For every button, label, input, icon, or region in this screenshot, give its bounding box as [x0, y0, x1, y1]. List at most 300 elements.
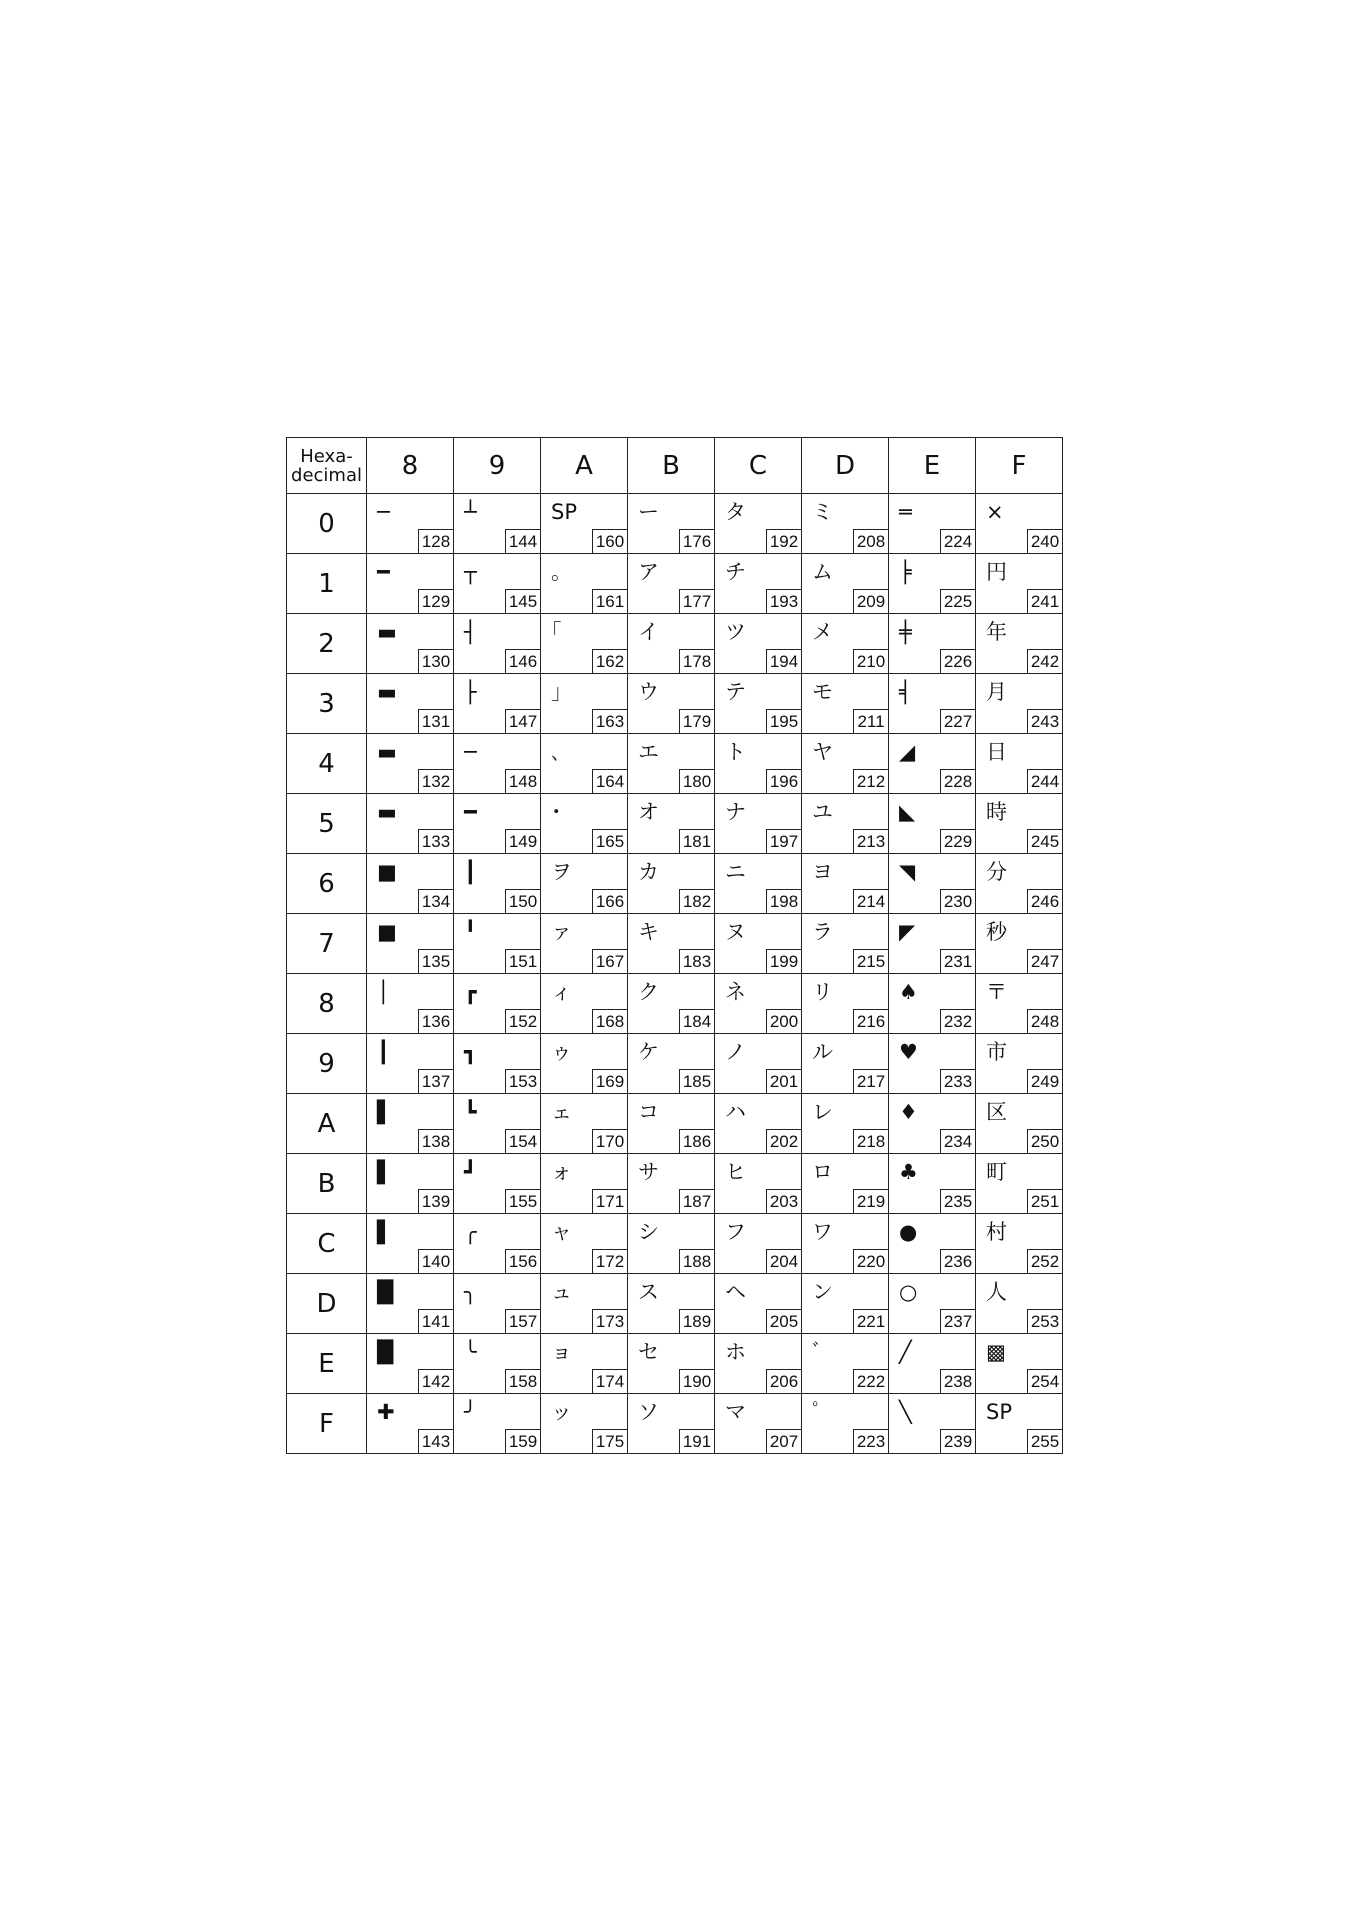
decimal-code: 232 — [940, 1009, 975, 1033]
decimal-code: 246 — [1027, 889, 1062, 913]
character-glyph: ┓ — [464, 1040, 477, 1064]
decimal-code: 201 — [766, 1069, 801, 1093]
decimal-code: 255 — [1027, 1429, 1062, 1453]
character-glyph: ョ — [551, 1340, 572, 1364]
decimal-code: 233 — [940, 1069, 975, 1093]
character-glyph: ェ — [551, 1100, 572, 1124]
character-cell — [454, 1214, 541, 1274]
decimal-code: 189 — [679, 1309, 714, 1333]
character-glyph: 人 — [986, 1280, 1007, 1304]
decimal-code: 222 — [853, 1369, 888, 1393]
character-glyph: ○ — [899, 1280, 918, 1304]
column-header: E — [889, 438, 976, 494]
decimal-code: 187 — [679, 1189, 714, 1213]
decimal-code: 211 — [853, 709, 888, 733]
table-row — [287, 854, 1063, 914]
character-glyph: ッ — [551, 1400, 572, 1424]
decimal-code: 245 — [1027, 829, 1062, 853]
character-glyph: ▬ — [377, 620, 397, 644]
character-cell — [889, 974, 976, 1034]
character-glyph: ゥ — [551, 1040, 572, 1064]
character-cell — [454, 554, 541, 614]
character-cell — [976, 1154, 1063, 1214]
character-glyph: ┏ — [464, 980, 477, 1004]
character-glyph: ┃ — [464, 860, 477, 884]
character-cell — [454, 734, 541, 794]
character-glyph: ╯ — [464, 1400, 477, 1424]
decimal-code: 225 — [940, 589, 975, 613]
character-glyph: ▌ — [377, 1160, 394, 1184]
row-header: D — [287, 1274, 367, 1334]
character-glyph: ト — [725, 740, 746, 764]
character-glyph: ニ — [725, 860, 746, 884]
decimal-code: 158 — [505, 1369, 540, 1393]
character-glyph: ┛ — [464, 1160, 477, 1184]
character-cell — [541, 734, 628, 794]
character-glyph: ヒ — [725, 1160, 746, 1184]
character-glyph: █ — [377, 1340, 394, 1364]
decimal-code: 155 — [505, 1189, 540, 1213]
character-glyph: █ — [377, 1280, 394, 1304]
character-cell — [454, 794, 541, 854]
character-cell — [802, 974, 889, 1034]
decimal-code: 181 — [679, 829, 714, 853]
character-cell — [976, 554, 1063, 614]
character-glyph: ╱ — [899, 1340, 912, 1364]
character-cell — [454, 854, 541, 914]
character-glyph: 時 — [986, 800, 1007, 824]
decimal-code: 206 — [766, 1369, 801, 1393]
character-glyph: ノ — [725, 1040, 746, 1064]
character-glyph: ╡ — [899, 680, 912, 704]
character-cell — [715, 494, 802, 554]
character-cell — [976, 854, 1063, 914]
column-header: F — [976, 438, 1063, 494]
character-cell — [889, 1034, 976, 1094]
character-glyph: ミ — [812, 500, 833, 524]
character-cell — [541, 1274, 628, 1334]
decimal-code: 237 — [940, 1309, 975, 1333]
table-row — [287, 1274, 1063, 1334]
character-glyph: ╰ — [464, 1340, 477, 1364]
decimal-code: 241 — [1027, 589, 1062, 613]
row-header: C — [287, 1214, 367, 1274]
table-row — [287, 734, 1063, 794]
decimal-code: 194 — [766, 649, 801, 673]
decimal-code: 229 — [940, 829, 975, 853]
decimal-code: 250 — [1027, 1129, 1062, 1153]
character-cell — [628, 614, 715, 674]
character-cell — [367, 674, 454, 734]
row-header: E — [287, 1334, 367, 1394]
column-header: C — [715, 438, 802, 494]
decimal-code: 173 — [592, 1309, 627, 1333]
table-row — [287, 614, 1063, 674]
character-glyph: ╞ — [899, 560, 912, 584]
decimal-code: 149 — [505, 829, 540, 853]
decimal-code: 176 — [679, 529, 714, 553]
character-glyph: ケ — [638, 1040, 659, 1064]
character-cell — [628, 1034, 715, 1094]
decimal-code: 209 — [853, 589, 888, 613]
character-cell — [715, 974, 802, 1034]
character-glyph: ロ — [812, 1160, 833, 1184]
character-cell — [976, 794, 1063, 854]
character-cell — [976, 1094, 1063, 1154]
character-cell — [367, 794, 454, 854]
character-glyph: ─ — [377, 500, 390, 524]
character-glyph: ナ — [725, 800, 746, 824]
character-cell — [628, 794, 715, 854]
character-glyph: SP — [986, 1400, 1012, 1424]
character-cell — [889, 494, 976, 554]
decimal-code: 160 — [592, 529, 627, 553]
character-cell — [715, 1094, 802, 1154]
decimal-code: 227 — [940, 709, 975, 733]
character-cell — [802, 734, 889, 794]
character-glyph: ╭ — [464, 1220, 477, 1244]
decimal-code: 223 — [853, 1429, 888, 1453]
decimal-code: 145 — [505, 589, 540, 613]
character-glyph: リ — [812, 980, 833, 1004]
decimal-code: 218 — [853, 1129, 888, 1153]
character-glyph: シ — [638, 1220, 659, 1244]
character-glyph: ャ — [551, 1220, 572, 1244]
character-cell — [715, 1214, 802, 1274]
row-header: 3 — [287, 674, 367, 734]
character-glyph: マ — [725, 1400, 746, 1424]
character-cell — [802, 674, 889, 734]
decimal-code: 136 — [418, 1009, 453, 1033]
decimal-code: 131 — [418, 709, 453, 733]
decimal-code: 230 — [940, 889, 975, 913]
decimal-code: 200 — [766, 1009, 801, 1033]
decimal-code: 191 — [679, 1429, 714, 1453]
decimal-code: 132 — [418, 769, 453, 793]
character-glyph: 日 — [986, 740, 1007, 764]
character-glyph: 分 — [986, 860, 1007, 884]
character-glyph: ュ — [551, 1280, 572, 1304]
character-cell — [541, 614, 628, 674]
row-header: 1 — [287, 554, 367, 614]
character-cell — [715, 1334, 802, 1394]
decimal-code: 163 — [592, 709, 627, 733]
character-cell — [802, 854, 889, 914]
row-header: 2 — [287, 614, 367, 674]
character-glyph: ヌ — [725, 920, 746, 944]
character-glyph: 区 — [986, 1100, 1007, 1124]
column-header: 8 — [367, 438, 454, 494]
character-cell — [541, 1394, 628, 1454]
character-glyph: チ — [725, 560, 746, 584]
decimal-code: 140 — [418, 1249, 453, 1273]
character-cell — [541, 494, 628, 554]
character-glyph: ● — [899, 1220, 918, 1244]
character-cell — [889, 854, 976, 914]
character-cell — [802, 1094, 889, 1154]
character-code-table — [286, 437, 1063, 1454]
table-row — [287, 974, 1063, 1034]
decimal-code: 185 — [679, 1069, 714, 1093]
decimal-code: 179 — [679, 709, 714, 733]
character-glyph: ─ — [464, 740, 477, 764]
decimal-code: 192 — [766, 529, 801, 553]
character-glyph: ヲ — [551, 860, 572, 884]
character-glyph: ◢ — [899, 740, 916, 764]
character-glyph: ホ — [725, 1340, 746, 1364]
decimal-code: 253 — [1027, 1309, 1062, 1333]
character-cell — [367, 734, 454, 794]
decimal-code: 159 — [505, 1429, 540, 1453]
character-cell — [367, 1334, 454, 1394]
decimal-code: 224 — [940, 529, 975, 553]
character-glyph: ォ — [551, 1160, 572, 1184]
character-glyph: ┤ — [464, 620, 477, 644]
character-cell — [715, 614, 802, 674]
character-cell — [628, 914, 715, 974]
character-glyph: ヨ — [812, 860, 833, 884]
character-cell — [715, 794, 802, 854]
character-cell — [802, 554, 889, 614]
decimal-code: 153 — [505, 1069, 540, 1093]
character-glyph: ├ — [464, 680, 477, 704]
decimal-code: 137 — [418, 1069, 453, 1093]
character-glyph: キ — [638, 920, 659, 944]
character-glyph: ハ — [725, 1100, 746, 1124]
decimal-code: 196 — [766, 769, 801, 793]
decimal-code: 207 — [766, 1429, 801, 1453]
decimal-code: 226 — [940, 649, 975, 673]
character-cell — [715, 1274, 802, 1334]
character-glyph: ┴ — [464, 500, 477, 524]
character-glyph: エ — [638, 740, 659, 764]
table-row — [287, 674, 1063, 734]
row-header: 8 — [287, 974, 367, 1034]
character-glyph: ✚ — [377, 1400, 395, 1424]
row-header: A — [287, 1094, 367, 1154]
character-cell — [628, 674, 715, 734]
character-cell — [628, 1334, 715, 1394]
character-glyph: ワ — [812, 1220, 833, 1244]
character-glyph: メ — [812, 620, 833, 644]
decimal-code: 198 — [766, 889, 801, 913]
character-glyph: ァ — [551, 920, 572, 944]
table-row — [287, 1094, 1063, 1154]
character-cell — [628, 1094, 715, 1154]
decimal-code: 162 — [592, 649, 627, 673]
character-cell — [889, 1334, 976, 1394]
character-cell — [715, 674, 802, 734]
character-glyph: 〒 — [986, 980, 1007, 1004]
character-glyph: ┃ — [377, 1040, 390, 1064]
decimal-code: 175 — [592, 1429, 627, 1453]
character-glyph: 村 — [986, 1220, 1007, 1244]
character-glyph: 月 — [986, 680, 1007, 704]
character-cell — [367, 854, 454, 914]
decimal-code: 238 — [940, 1369, 975, 1393]
character-cell — [367, 1034, 454, 1094]
character-glyph: ■ — [377, 860, 397, 884]
character-glyph: ╹ — [464, 920, 477, 944]
decimal-code: 208 — [853, 529, 888, 553]
character-cell — [541, 1034, 628, 1094]
character-glyph: ヤ — [812, 740, 833, 764]
character-glyph: ━ — [377, 560, 390, 584]
character-glyph: ィ — [551, 980, 572, 1004]
decimal-code: 154 — [505, 1129, 540, 1153]
character-cell — [715, 1154, 802, 1214]
corner-line1: Hexa- — [300, 445, 353, 467]
character-glyph: 町 — [986, 1160, 1007, 1184]
character-glyph: ン — [812, 1280, 833, 1304]
character-cell — [976, 974, 1063, 1034]
decimal-code: 168 — [592, 1009, 627, 1033]
character-glyph: ア — [638, 560, 659, 584]
character-cell — [802, 1034, 889, 1094]
character-cell — [802, 1274, 889, 1334]
decimal-code: 252 — [1027, 1249, 1062, 1273]
character-cell — [367, 1214, 454, 1274]
character-glyph: ｣ — [551, 680, 562, 704]
character-glyph: ･ — [551, 800, 562, 824]
character-cell — [367, 494, 454, 554]
table-body — [287, 494, 1063, 1454]
decimal-code: 157 — [505, 1309, 540, 1333]
character-cell — [454, 1094, 541, 1154]
character-glyph: モ — [812, 680, 833, 704]
row-header: 6 — [287, 854, 367, 914]
character-glyph: ╮ — [464, 1280, 477, 1304]
decimal-code: 164 — [592, 769, 627, 793]
table-row — [287, 794, 1063, 854]
character-cell — [628, 1274, 715, 1334]
decimal-code: 242 — [1027, 649, 1062, 673]
decimal-code: 248 — [1027, 1009, 1062, 1033]
decimal-code: 216 — [853, 1009, 888, 1033]
character-glyph: ▬ — [377, 800, 397, 824]
character-cell — [976, 734, 1063, 794]
character-glyph: ♥ — [899, 1040, 918, 1064]
character-cell — [454, 614, 541, 674]
decimal-code: 135 — [418, 949, 453, 973]
character-cell — [802, 794, 889, 854]
character-cell — [367, 1394, 454, 1454]
character-cell — [802, 494, 889, 554]
character-cell — [454, 1334, 541, 1394]
decimal-code: 161 — [592, 589, 627, 613]
character-cell — [976, 674, 1063, 734]
decimal-code: 215 — [853, 949, 888, 973]
character-glyph: 市 — [986, 1040, 1007, 1064]
character-glyph: ▌ — [377, 1100, 394, 1124]
character-glyph: カ — [638, 860, 659, 884]
character-cell — [976, 494, 1063, 554]
decimal-code: 236 — [940, 1249, 975, 1273]
character-cell — [889, 1274, 976, 1334]
character-cell — [541, 674, 628, 734]
character-glyph: 年 — [986, 620, 1007, 644]
character-cell — [541, 554, 628, 614]
decimal-code: 243 — [1027, 709, 1062, 733]
corner-line2: decimal — [291, 464, 362, 486]
character-cell — [889, 1214, 976, 1274]
character-cell — [628, 974, 715, 1034]
decimal-code: 150 — [505, 889, 540, 913]
character-glyph: ス — [638, 1280, 659, 1304]
decimal-code: 146 — [505, 649, 540, 673]
character-cell — [541, 1094, 628, 1154]
character-glyph: タ — [725, 500, 746, 524]
character-cell — [454, 914, 541, 974]
character-cell — [541, 794, 628, 854]
decimal-code: 166 — [592, 889, 627, 913]
character-glyph: ﾞ — [812, 1340, 823, 1364]
row-header: B — [287, 1154, 367, 1214]
decimal-code: 184 — [679, 1009, 714, 1033]
character-glyph: テ — [725, 680, 746, 704]
decimal-code: 183 — [679, 949, 714, 973]
table-row — [287, 1214, 1063, 1274]
character-glyph: サ — [638, 1160, 659, 1184]
character-cell — [541, 1214, 628, 1274]
decimal-code: 213 — [853, 829, 888, 853]
character-glyph: ソ — [638, 1400, 659, 1424]
character-cell — [802, 914, 889, 974]
decimal-code: 130 — [418, 649, 453, 673]
character-glyph: ､ — [551, 740, 562, 764]
character-cell — [454, 1394, 541, 1454]
decimal-code: 240 — [1027, 529, 1062, 553]
character-glyph: ◣ — [899, 800, 916, 824]
character-glyph: フ — [725, 1220, 746, 1244]
column-header: 9 — [454, 438, 541, 494]
character-cell — [541, 854, 628, 914]
decimal-code: 210 — [853, 649, 888, 673]
character-cell — [889, 734, 976, 794]
character-cell — [454, 1034, 541, 1094]
character-cell — [454, 674, 541, 734]
decimal-code: 239 — [940, 1429, 975, 1453]
row-header: F — [287, 1394, 367, 1454]
character-cell — [367, 1274, 454, 1334]
decimal-code: 129 — [418, 589, 453, 613]
decimal-code: 202 — [766, 1129, 801, 1153]
character-glyph: ネ — [725, 980, 746, 1004]
character-cell — [454, 1154, 541, 1214]
decimal-code: 178 — [679, 649, 714, 673]
character-glyph: ｡ — [551, 560, 562, 584]
decimal-code: 156 — [505, 1249, 540, 1273]
decimal-code: 235 — [940, 1189, 975, 1213]
decimal-code: 133 — [418, 829, 453, 853]
decimal-code: 221 — [853, 1309, 888, 1333]
column-header: D — [802, 438, 889, 494]
decimal-code: 182 — [679, 889, 714, 913]
character-glyph: ル — [812, 1040, 833, 1064]
decimal-code: 205 — [766, 1309, 801, 1333]
character-glyph: ツ — [725, 620, 746, 644]
character-cell — [715, 1034, 802, 1094]
character-glyph: 円 — [986, 560, 1007, 584]
character-cell — [715, 854, 802, 914]
decimal-code: 199 — [766, 949, 801, 973]
character-glyph: ┬ — [464, 560, 477, 584]
character-cell — [367, 974, 454, 1034]
decimal-code: 180 — [679, 769, 714, 793]
table-row — [287, 1154, 1063, 1214]
character-glyph: SP — [551, 500, 577, 524]
decimal-code: 247 — [1027, 949, 1062, 973]
